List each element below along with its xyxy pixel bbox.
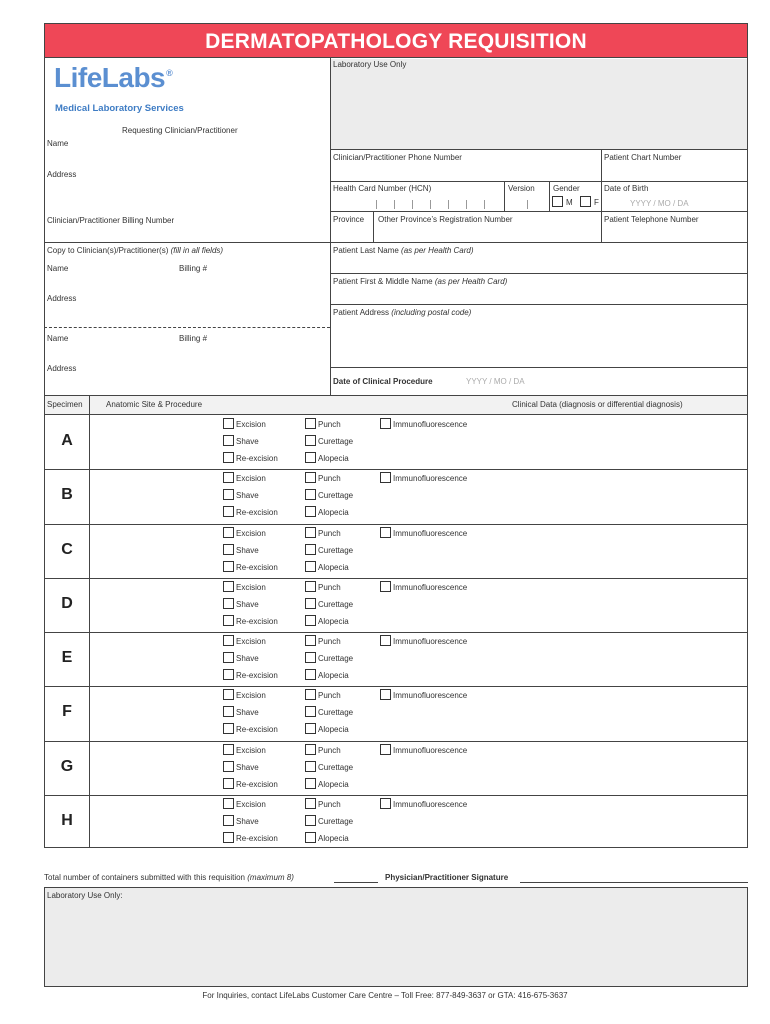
specimen-f-immuno-label: Immunofluorescence xyxy=(393,691,468,700)
specimen-d-punch-checkbox[interactable] xyxy=(305,581,316,592)
billing-number-label: Clinician/Practitioner Billing Number xyxy=(47,216,175,225)
specimen-h-curettage-checkbox[interactable] xyxy=(305,815,316,826)
specimen-c-curettage-label: Curettage xyxy=(318,546,354,555)
specimen-a-immuno-label: Immunofluorescence xyxy=(393,420,468,429)
specimen-e-curettage-label: Curettage xyxy=(318,654,354,663)
phone-label: Clinician/Practitioner Phone Number xyxy=(333,153,462,162)
specimen-c-shave-label: Shave xyxy=(236,546,259,555)
specimen-h-reexcision-label: Re-excision xyxy=(236,834,278,843)
specimen-e-punch-checkbox[interactable] xyxy=(305,635,316,646)
specimen-a-alopecia-checkbox[interactable] xyxy=(305,452,316,463)
bottom-lab-use-label: Laboratory Use Only: xyxy=(47,891,123,900)
hcn-label: Health Card Number (HCN) xyxy=(333,184,432,193)
specimen-f-shave-checkbox[interactable] xyxy=(223,706,234,717)
page-title: DERMATOPATHOLOGY REQUISITION xyxy=(205,30,587,53)
specimen-g-shave-label: Shave xyxy=(236,763,259,772)
specimen-e-immuno-checkbox[interactable] xyxy=(380,635,391,646)
specimen-b-immuno-checkbox[interactable] xyxy=(380,472,391,483)
specimen-h-shave-label: Shave xyxy=(236,817,259,826)
specimen-h-shave-checkbox[interactable] xyxy=(223,815,234,826)
specimen-b-excision-label: Excision xyxy=(236,474,266,483)
specimen-f-curettage-checkbox[interactable] xyxy=(305,706,316,717)
other-province-label: Other Province’s Registration Number xyxy=(378,215,513,224)
signature-line[interactable] xyxy=(520,882,748,883)
version-label: Version xyxy=(508,184,535,193)
specimen-g-punch-checkbox[interactable] xyxy=(305,744,316,755)
specimen-g-immuno-label: Immunofluorescence xyxy=(393,746,468,755)
specimen-b-curettage-label: Curettage xyxy=(318,491,354,500)
specimen-e-curettage-checkbox[interactable] xyxy=(305,652,316,663)
gender-f-checkbox[interactable] xyxy=(580,196,591,207)
patient-last-name-label: Patient Last Name (as per Health Card) xyxy=(333,246,474,255)
containers-label: Total number of containers submitted with this requisition (maximum 8) xyxy=(44,873,294,882)
copy2-billing-label: Billing # xyxy=(179,334,208,343)
specimen-a-reexcision-label: Re-excision xyxy=(236,454,278,463)
specimen-h-alopecia-label: Alopecia xyxy=(318,834,349,843)
specimen-d-curettage-checkbox[interactable] xyxy=(305,598,316,609)
specimen-c-curettage-checkbox[interactable] xyxy=(305,544,316,555)
specimen-c-alopecia-label: Alopecia xyxy=(318,563,349,572)
specimen-b-alopecia-checkbox[interactable] xyxy=(305,506,316,517)
specimen-f-reexcision-label: Re-excision xyxy=(236,725,278,734)
patient-phone-label: Patient Telephone Number xyxy=(604,215,699,224)
specimen-e-alopecia-checkbox[interactable] xyxy=(305,669,316,680)
specimen-g-reexcision-label: Re-excision xyxy=(236,780,278,789)
copy1-billing-label: Billing # xyxy=(179,264,208,273)
dob-placeholder: YYYY / MO / DA xyxy=(630,199,689,208)
specimen-letter-c: C xyxy=(61,541,73,558)
specimen-a-shave-label: Shave xyxy=(236,437,259,446)
col-clinical: Clinical Data (diagnosis or differential diagnosis) xyxy=(512,400,683,409)
copy1-name-label: Name xyxy=(47,264,69,273)
specimen-b-punch-label: Punch xyxy=(318,474,341,483)
specimen-c-reexcision-checkbox[interactable] xyxy=(223,561,234,572)
specimen-d-curettage-label: Curettage xyxy=(318,600,354,609)
copy2-address-label: Address xyxy=(47,364,77,373)
specimen-f-reexcision-checkbox[interactable] xyxy=(223,723,234,734)
specimen-b-curettage-checkbox[interactable] xyxy=(305,489,316,500)
specimen-a-alopecia-label: Alopecia xyxy=(318,454,349,463)
specimen-letter-g: G xyxy=(60,758,74,775)
clinical-date-label: Date of Clinical Procedure xyxy=(333,377,433,386)
logo-tagline: Medical Laboratory Services xyxy=(55,103,184,114)
specimen-a-curettage-label: Curettage xyxy=(318,437,354,446)
specimen-e-alopecia-label: Alopecia xyxy=(318,671,349,680)
specimen-f-curettage-label: Curettage xyxy=(318,708,354,717)
specimen-a-curettage-checkbox[interactable] xyxy=(305,435,316,446)
specimen-h-excision-label: Excision xyxy=(236,800,266,809)
specimen-h-punch-label: Punch xyxy=(318,800,341,809)
specimen-b-reexcision-label: Re-excision xyxy=(236,508,278,517)
specimen-a-shave-checkbox[interactable] xyxy=(223,435,234,446)
dob-label: Date of Birth xyxy=(604,184,649,193)
specimen-c-alopecia-checkbox[interactable] xyxy=(305,561,316,572)
specimen-g-excision-label: Excision xyxy=(236,746,266,755)
copy-separator xyxy=(44,327,330,328)
border-left xyxy=(44,58,45,414)
specimen-letter-d: D xyxy=(61,595,73,612)
specimen-h-immuno-checkbox[interactable] xyxy=(380,798,391,809)
specimen-g-alopecia-label: Alopecia xyxy=(318,780,349,789)
specimen-e-reexcision-checkbox[interactable] xyxy=(223,669,234,680)
specimen-d-shave-checkbox[interactable] xyxy=(223,598,234,609)
specimen-g-curettage-label: Curettage xyxy=(318,763,354,772)
specimen-c-immuno-checkbox[interactable] xyxy=(380,527,391,538)
gender-f-label: F xyxy=(594,198,599,207)
specimen-g-alopecia-checkbox[interactable] xyxy=(305,778,316,789)
specimen-h-reexcision-checkbox[interactable] xyxy=(223,832,234,843)
specimen-b-immuno-label: Immunofluorescence xyxy=(393,474,468,483)
gender-m-label: M xyxy=(566,198,573,207)
specimen-g-shave-checkbox[interactable] xyxy=(223,761,234,772)
gender-label: Gender xyxy=(553,184,580,193)
specimen-e-punch-label: Punch xyxy=(318,637,341,646)
specimen-g-immuno-checkbox[interactable] xyxy=(380,744,391,755)
specimen-letter-b: B xyxy=(61,486,73,503)
specimen-b-alopecia-label: Alopecia xyxy=(318,508,349,517)
specimen-f-punch-label: Punch xyxy=(318,691,341,700)
specimen-d-alopecia-label: Alopecia xyxy=(318,617,349,626)
specimen-d-reexcision-label: Re-excision xyxy=(236,617,278,626)
specimen-f-alopecia-label: Alopecia xyxy=(318,725,349,734)
col-site: Anatomic Site & Procedure xyxy=(106,400,203,409)
specimen-h-alopecia-checkbox[interactable] xyxy=(305,832,316,843)
specimen-a-excision-checkbox[interactable] xyxy=(223,418,234,429)
specimen-e-excision-label: Excision xyxy=(236,637,266,646)
specimen-e-immuno-label: Immunofluorescence xyxy=(393,637,468,646)
specimen-b-punch-checkbox[interactable] xyxy=(305,472,316,483)
footer-contact: For Inquiries, contact LifeLabs Customer Care Centre – Toll Free: 877-849-3637 or GTA: 416-675-3637 xyxy=(202,991,568,1000)
col-specimen: Specimen xyxy=(47,400,83,409)
specimen-e-shave-label: Shave xyxy=(236,654,259,663)
containers-line[interactable] xyxy=(334,882,378,883)
signature-label: Physician/Practitioner Signature xyxy=(385,873,509,882)
specimen-d-immuno-label: Immunofluorescence xyxy=(393,583,468,592)
specimen-f-excision-checkbox[interactable] xyxy=(223,689,234,700)
specimen-h-excision-checkbox[interactable] xyxy=(223,798,234,809)
specimen-a-excision-label: Excision xyxy=(236,420,266,429)
specimen-letter-e: E xyxy=(61,649,73,666)
specimen-d-alopecia-checkbox[interactable] xyxy=(305,615,316,626)
specimen-b-reexcision-checkbox[interactable] xyxy=(223,506,234,517)
specimen-b-shave-label: Shave xyxy=(236,491,259,500)
specimen-e-reexcision-label: Re-excision xyxy=(236,671,278,680)
specimen-d-punch-label: Punch xyxy=(318,583,341,592)
specimen-h-curettage-label: Curettage xyxy=(318,817,354,826)
specimen-c-punch-label: Punch xyxy=(318,529,341,538)
specimen-f-alopecia-checkbox[interactable] xyxy=(305,723,316,734)
specimen-a-punch-checkbox[interactable] xyxy=(305,418,316,429)
specimen-c-shave-checkbox[interactable] xyxy=(223,544,234,555)
specimen-d-reexcision-checkbox[interactable] xyxy=(223,615,234,626)
specimen-letter-a: A xyxy=(61,432,73,449)
specimen-f-shave-label: Shave xyxy=(236,708,259,717)
lifelabs-logo: LifeLabs® xyxy=(54,62,173,93)
specimen-f-immuno-checkbox[interactable] xyxy=(380,689,391,700)
specimen-letter-f: F xyxy=(62,703,72,720)
copy2-name-label: Name xyxy=(47,334,69,343)
specimen-c-immuno-label: Immunofluorescence xyxy=(393,529,468,538)
copy-to-label: Copy to Clinician(s)/Practitioner(s) (fill in all fields) xyxy=(47,246,224,255)
specimen-e-shave-checkbox[interactable] xyxy=(223,652,234,663)
clinician-address-label: Address xyxy=(47,170,77,179)
specimen-c-excision-checkbox[interactable] xyxy=(223,527,234,538)
specimen-d-shave-label: Shave xyxy=(236,600,259,609)
specimen-table xyxy=(44,395,748,848)
specimen-d-excision-checkbox[interactable] xyxy=(223,581,234,592)
specimen-f-excision-label: Excision xyxy=(236,691,266,700)
requesting-header: Requesting Clinician/Practitioner xyxy=(122,126,238,135)
specimen-letter-h: H xyxy=(61,812,73,829)
title-bar xyxy=(44,23,748,58)
specimen-h-punch-checkbox[interactable] xyxy=(305,798,316,809)
specimen-a-punch-label: Punch xyxy=(318,420,341,429)
specimen-g-curettage-checkbox[interactable] xyxy=(305,761,316,772)
specimen-b-shave-checkbox[interactable] xyxy=(223,489,234,500)
province-label: Province xyxy=(333,215,365,224)
lab-use-only-box xyxy=(331,59,747,149)
patient-first-name-label: Patient First & Middle Name (as per Health Card) xyxy=(333,277,508,286)
chart-number-label: Patient Chart Number xyxy=(604,153,682,162)
gender-m-checkbox[interactable] xyxy=(552,196,563,207)
bottom-lab-use-box xyxy=(44,887,748,987)
border-right xyxy=(747,58,748,414)
clinical-date-placeholder: YYYY / MO / DA xyxy=(466,377,525,386)
specimen-c-punch-checkbox[interactable] xyxy=(305,527,316,538)
specimen-c-reexcision-label: Re-excision xyxy=(236,563,278,572)
specimen-a-reexcision-checkbox[interactable] xyxy=(223,452,234,463)
specimen-g-reexcision-checkbox[interactable] xyxy=(223,778,234,789)
specimen-b-excision-checkbox[interactable] xyxy=(223,472,234,483)
patient-address-label: Patient Address (including postal code) xyxy=(333,308,472,317)
specimen-g-punch-label: Punch xyxy=(318,746,341,755)
specimen-c-excision-label: Excision xyxy=(236,529,266,538)
specimen-h-immuno-label: Immunofluorescence xyxy=(393,800,468,809)
specimen-a-immuno-checkbox[interactable] xyxy=(380,418,391,429)
specimen-f-punch-checkbox[interactable] xyxy=(305,689,316,700)
specimen-d-immuno-checkbox[interactable] xyxy=(380,581,391,592)
specimen-d-excision-label: Excision xyxy=(236,583,266,592)
copy1-address-label: Address xyxy=(47,294,77,303)
clinician-name-label: Name xyxy=(47,139,69,148)
specimen-e-excision-checkbox[interactable] xyxy=(223,635,234,646)
specimen-g-excision-checkbox[interactable] xyxy=(223,744,234,755)
lab-use-only-label: Laboratory Use Only xyxy=(333,60,407,69)
